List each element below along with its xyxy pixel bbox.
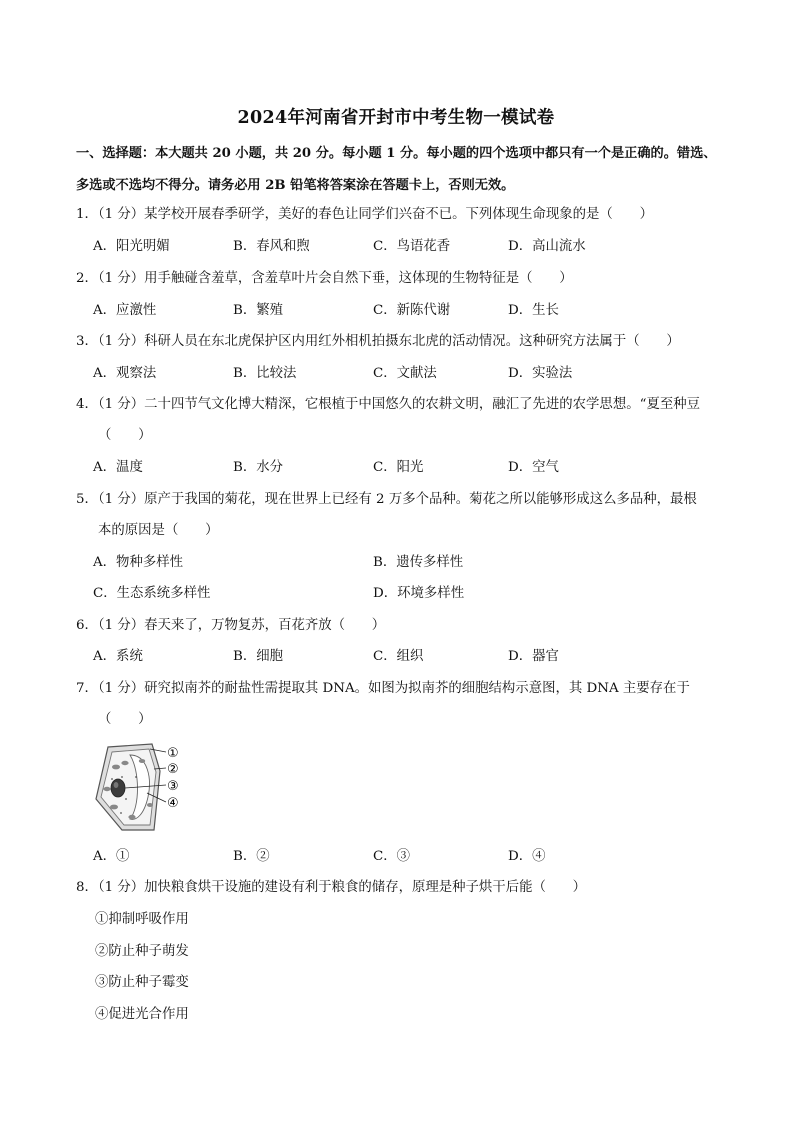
question-8-item-1: ①抑制呼吸作用 — [95, 912, 189, 927]
question-1-stem: 1．（1 分）某学校开展春季研学，美好的春色让同学们兴奋不已。下列体现生命现象的是（ ） — [76, 207, 653, 222]
option-a: A．温度 — [93, 460, 143, 475]
option-c: C．鸟语花香 — [373, 239, 451, 254]
option-d: D．④ — [508, 849, 546, 864]
section-instruction-line-1: 一、选择题：本大题共 20 小题，共 20 分。每小题 1 分。每小题的四个选项中都只有一个是正确的。错选、 — [76, 146, 717, 161]
option-b: B．繁殖 — [233, 303, 284, 318]
figure-label-1: ① — [167, 746, 179, 761]
chloroplast — [147, 803, 153, 807]
option-c: C．组织 — [373, 649, 424, 664]
option-a: A．① — [93, 849, 130, 864]
section-instruction-line-2: 多选或不选均不得分。请务必用 2B 铅笔将答案涂在答题卡上，否则无效。 — [76, 178, 515, 193]
question-1-options — [93, 232, 733, 262]
plant-cell-diagram — [92, 741, 192, 837]
question-2-options — [93, 296, 733, 326]
option-a: A．系统 — [93, 649, 143, 664]
option-b: B．细胞 — [233, 649, 284, 664]
question-7-stem: 7．（1 分）研究拟南芥的耐盐性需提取其 DNA。如图为拟南芥的细胞结构示意图，其 DNA 主要存在于 — [76, 681, 690, 696]
question-7-options — [93, 842, 733, 872]
question-4-stem-continued: （ ） — [98, 428, 152, 443]
question-8-item-2: ②防止种子萌发 — [95, 944, 189, 959]
question-6-stem: 6．（1 分）春天来了，万物复苏，百花齐放（ ） — [76, 618, 386, 633]
option-c: C．③ — [373, 849, 411, 864]
nucleus — [111, 779, 125, 797]
figure-label-2: ② — [167, 762, 179, 777]
chloroplast — [110, 805, 118, 810]
option-d: D．器官 — [508, 649, 559, 664]
option-a: A．阳光明媚 — [93, 239, 170, 254]
question-8-item-3: ③防止种子霉变 — [95, 975, 189, 990]
option-b: B．比较法 — [233, 366, 297, 381]
option-a: A．物种多样性 — [93, 555, 184, 570]
question-3-stem: 3．（1 分）科研人员在东北虎保护区内用红外相机拍摄东北虎的活动情况。这种研究方法属于（ ） — [76, 334, 680, 349]
question-4-stem: 4．（1 分）二十四节气文化博大精深，它根植于中国悠久的农耕文明，融汇了先进的农学思想。“夏至种豆 — [76, 397, 701, 412]
option-c: C．文献法 — [373, 366, 437, 381]
option-b: B．水分 — [233, 460, 284, 475]
chloroplast — [112, 765, 120, 770]
question-4-options — [93, 453, 733, 483]
question-2-stem: 2．（1 分）用手触碰含羞草，含羞草叶片会自然下垂，这体现的生物特征是（ ） — [76, 271, 573, 286]
question-8-item-4: ④促进光合作用 — [95, 1007, 189, 1022]
chloroplast — [103, 787, 110, 791]
figure-label-3: ③ — [167, 779, 179, 794]
question-5-options-row-1 — [93, 548, 733, 578]
question-5-options-row-2 — [93, 579, 733, 609]
chloroplast — [128, 815, 135, 819]
question-7-stem-continued: （ ） — [98, 712, 152, 727]
question-8-stem: 8．（1 分）加快粮食烘干设施的建设有利于粮食的储存，原理是种子烘干后能（ ） — [76, 880, 587, 895]
option-b: B．春风和煦 — [233, 239, 310, 254]
chloroplast — [139, 759, 145, 763]
option-d: D．生长 — [508, 303, 559, 318]
option-a: A．观察法 — [93, 366, 157, 381]
option-b: B．② — [233, 849, 270, 864]
option-d: D．环境多样性 — [373, 586, 465, 601]
question-3-options — [93, 359, 733, 389]
option-c: C．新陈代谢 — [373, 303, 451, 318]
question-5-stem: 5．（1 分）原产于我国的菊花，现在世界上已经有 2 万多个品种。菊花之所以能够形成这么多品种，最根 — [76, 492, 697, 507]
figure-label-4: ④ — [167, 796, 179, 811]
option-d: D．空气 — [508, 460, 559, 475]
chloroplast — [121, 761, 128, 765]
question-5-stem-continued: 本的原因是（ ） — [98, 523, 219, 538]
option-d: D．实验法 — [508, 366, 573, 381]
option-c: C．生态系统多样性 — [93, 586, 211, 601]
option-c: C．阳光 — [373, 460, 424, 475]
question-6-options — [93, 642, 733, 672]
option-a: A．应激性 — [93, 303, 157, 318]
option-b: B．遗传多样性 — [373, 555, 464, 570]
option-d: D．高山流水 — [508, 239, 586, 254]
page-title: 2024年河南省开封市中考生物一模试卷 — [237, 108, 555, 128]
